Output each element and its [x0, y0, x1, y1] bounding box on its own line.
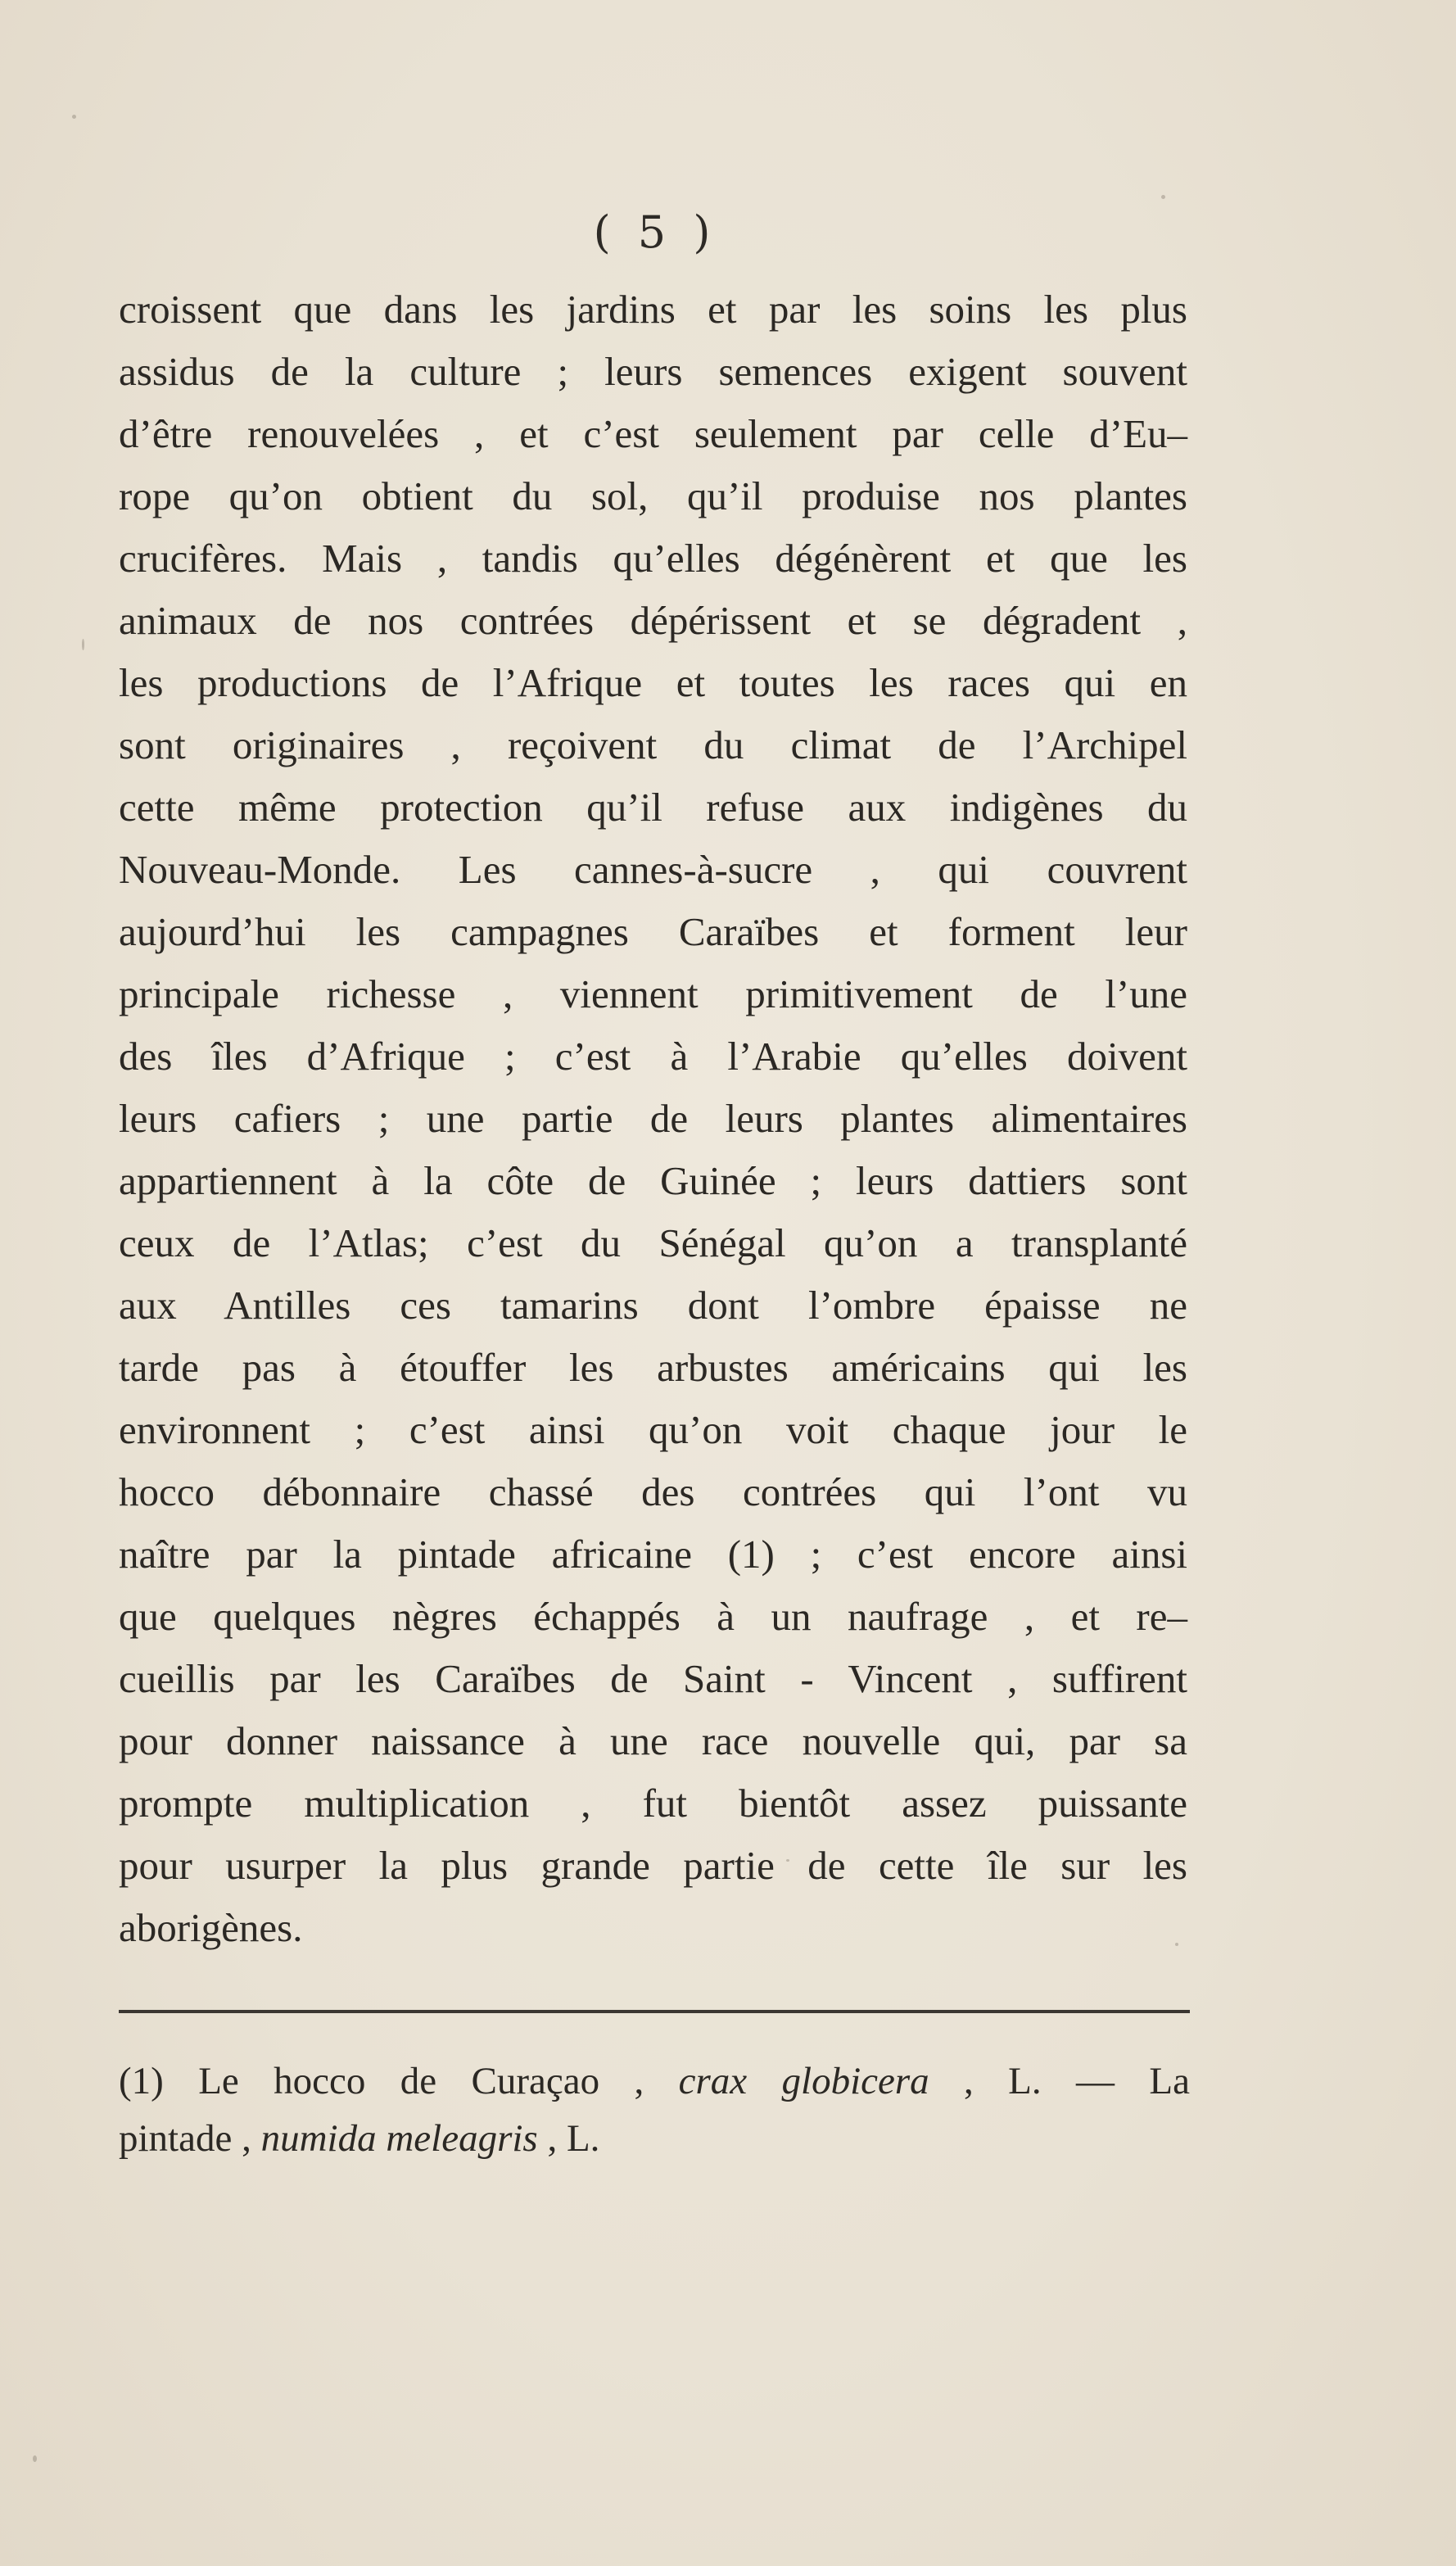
footnote-text: , L. — La — [929, 2060, 1190, 2102]
paper-speck — [72, 115, 76, 119]
footnote-text: (1) Le hocco de Curaçao , — [119, 2060, 679, 2102]
text-line: environnent ; c’est ainsi qu’on voit chaque jour le — [119, 1407, 1187, 1452]
text-line: appartiennent à la côte de Guinée ; leurs dattiers sont — [119, 1158, 1187, 1203]
paper-speck — [33, 2455, 37, 2462]
page-number: ( 5 ) — [593, 206, 717, 258]
text-line: aborigènes. — [119, 1905, 303, 1950]
text-line: croissent que dans les jardins et par les soins les plus — [119, 287, 1187, 332]
text-line: cueillis par les Caraïbes de Saint - Vincent , suffirent — [119, 1656, 1187, 1701]
text-line: crucifères. Mais , tandis qu’elles dégénèrent et que les — [119, 536, 1187, 581]
text-line: principale richesse , viennent primitivement de l’une — [119, 971, 1187, 1016]
text-line: naître par la pintade africaine (1) ; c’est encore ainsi — [119, 1532, 1187, 1577]
text-line: ceux de l’Atlas; c’est du Sénégal qu’on a transplanté — [119, 1220, 1187, 1265]
text-line: cette même protection qu’il refuse aux indigènes du — [119, 785, 1187, 830]
text-line: leurs cafiers ; une partie de leurs plantes alimentaires — [119, 1096, 1187, 1141]
text-line: Nouveau-Monde. Les cannes-à-sucre , qui couvrent — [119, 847, 1187, 892]
footnote-line — [119, 2052, 1190, 2110]
text-line: assidus de la culture ; leurs semences exigent souvent — [119, 349, 1187, 394]
footnote-line — [119, 2110, 1190, 2167]
text-line: pour usurper la plus grande partie de cette île sur les — [119, 1843, 1187, 1888]
paper-speck — [82, 639, 84, 650]
text-line: aujourd’hui les campagnes Caraïbes et forment leur — [119, 909, 1187, 954]
paper-speck — [1161, 195, 1165, 199]
text-line: que quelques nègres échappés à un naufrage , et re– — [119, 1594, 1187, 1639]
footnote-text: , L. — [537, 2117, 600, 2160]
text-line: rope qu’on obtient du sol, qu’il produise nos plantes — [119, 473, 1187, 518]
text-line: les productions de l’Afrique et toutes les races qui en — [119, 660, 1187, 705]
footnote-text: pintade , — [119, 2117, 261, 2160]
body-text — [119, 278, 1187, 1959]
text-line: aux Antilles ces tamarins dont l’ombre épaisse ne — [119, 1283, 1187, 1328]
footnote-divider — [119, 2010, 1190, 2013]
text-line: d’être renouvelées , et c’est seulement par celle d’Eu– — [119, 411, 1187, 456]
text-line: sont originaires , reçoivent du climat de l’Archipel — [119, 722, 1187, 767]
text-line: animaux de nos contrées dépérissent et se dégradent , — [119, 598, 1187, 643]
text-line: des îles d’Afrique ; c’est à l’Arabie qu’elles doivent — [119, 1034, 1187, 1079]
text-line: prompte multiplication , fut bientôt assez puissante — [119, 1781, 1187, 1826]
footnote-species: numida meleagris — [260, 2117, 538, 2160]
footnote-species: crax globicera — [678, 2060, 929, 2102]
text-line: pour donner naissance à une race nouvelle qui, par sa — [119, 1718, 1187, 1763]
text-line: hocco débonnaire chassé des contrées qui l’ont vu — [119, 1469, 1187, 1514]
text-line: tarde pas à étouffer les arbustes américains qui les — [119, 1345, 1187, 1390]
footnote — [119, 2052, 1190, 2167]
